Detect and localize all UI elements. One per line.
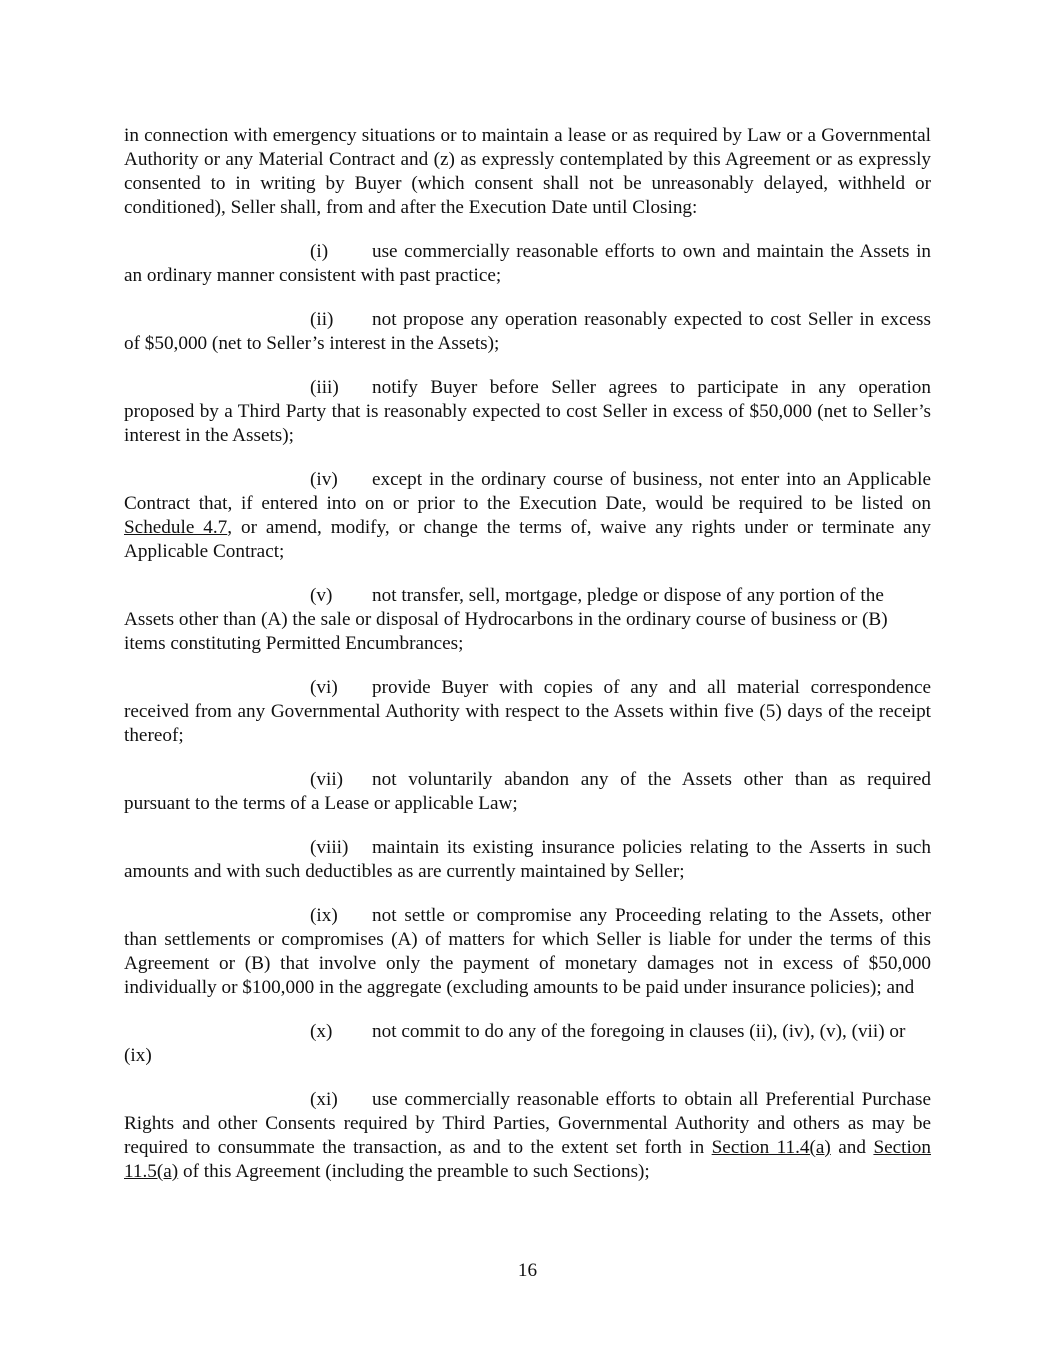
clause-number: (iv) xyxy=(310,469,338,490)
clause-i xyxy=(124,240,931,288)
clause-text: not transfer, sell, mortgage, pledge or dispose of any portion of the Assets other than (A) the sale or disposal of Hydrocarbons in the ordinary course of business or (B) items constituting Permitted Encumbrances; xyxy=(124,585,888,654)
clause-iv xyxy=(124,468,931,564)
clause-text: not propose any operation reasonably expected to cost Seller in excess of $50,000 (net to Seller’s interest in the Assets); xyxy=(124,309,931,354)
clause-vi xyxy=(124,676,931,748)
clause-text: of this Agreement (including the preamble to such Sections); xyxy=(178,1161,650,1182)
clause-number: (xi) xyxy=(310,1089,338,1110)
clause-number: (x) xyxy=(310,1021,333,1042)
page-number: 16 xyxy=(517,1260,538,1281)
clause-text: not settle or compromise any Proceeding relating to the Assets, other than settlements or compromises (A) of matters for which Seller is liable for under the terms of this Agreement or (B) that involve only the payment of monetary damages not in excess of $50,000 individually or $100,000 in the aggregate (excluding amounts to be paid under insurance policies); and xyxy=(124,905,931,998)
clause-number: (i) xyxy=(310,241,329,262)
section-11-4a-link[interactable]: Section 11.4(a) xyxy=(711,1137,831,1158)
clause-number: (vii) xyxy=(310,769,344,790)
document-body xyxy=(124,124,931,1204)
clause-number: (v) xyxy=(310,585,333,606)
clause-viii xyxy=(124,836,931,884)
clause-text: not voluntarily abandon any of the Assets other than as required pursuant to the terms of a Lease or applicable Law; xyxy=(124,769,931,814)
intro-paragraph: in connection with emergency situations or to maintain a lease or as required by Law or a Governmental Authority or any Material Contract and (z) as expressly contemplated by this Agreement or as expressly consented to in writing by Buyer (which consent shall not be unreasonably delayed, withheld or conditioned), Seller shall, from and after the Execution Date until Closing: xyxy=(124,125,931,218)
clause-text: provide Buyer with copies of any and all material correspondence received from any Governmental Authority with respect to the Assets within five (5) days of the receipt thereof; xyxy=(124,677,931,746)
clause-text: and xyxy=(830,1137,874,1158)
clause-xi xyxy=(124,1088,931,1184)
clause-vii xyxy=(124,768,931,816)
clause-number: (ii) xyxy=(310,309,334,330)
clause-text: , or amend, modify, or change the terms of, waive any rights under or terminate any Applicable Contract; xyxy=(124,517,931,562)
clause-text: maintain its existing insurance policies relating to the Asserts in such amounts and with such deductibles as are currently maintained by Seller; xyxy=(124,837,931,882)
clause-x xyxy=(124,1020,931,1068)
clause-ix xyxy=(124,904,931,1000)
clause-v xyxy=(124,584,931,656)
clause-number: (iii) xyxy=(310,377,339,398)
clause-iii xyxy=(124,376,931,448)
clause-text: except in the ordinary course of business, not enter into an Applicable Contract that, if entered into on or prior to the Execution Date, would be required to be listed on xyxy=(124,469,931,514)
clause-ii xyxy=(124,308,931,356)
clause-number: (viii) xyxy=(310,837,349,858)
clause-text: use commercially reasonable efforts to obtain all Preferential Purchase Rights and other Consents required by Third Parties, Governmental Authority and others as may be required to consummate the transaction, as and to the extent set forth in xyxy=(124,1089,931,1158)
clause-text: notify Buyer before Seller agrees to participate in any operation proposed by a Third Party that is reasonably expected to cost Seller in excess of $50,000 (net to Seller’s interest in the Assets); xyxy=(124,377,931,446)
clause-text: not commit to do any of the foregoing in clauses (ii), (iv), (v), (vii) or (ix) xyxy=(124,1021,906,1066)
clause-text: use commercially reasonable efforts to own and maintain the Assets in an ordinary manner consistent with past practice; xyxy=(124,241,931,286)
schedule-4-7-link[interactable]: Schedule 4.7 xyxy=(124,517,228,538)
clause-number: (ix) xyxy=(310,905,338,926)
clause-number: (vi) xyxy=(310,677,338,698)
section-11-5a-link[interactable]: Section 11.5(a) xyxy=(124,1137,931,1182)
